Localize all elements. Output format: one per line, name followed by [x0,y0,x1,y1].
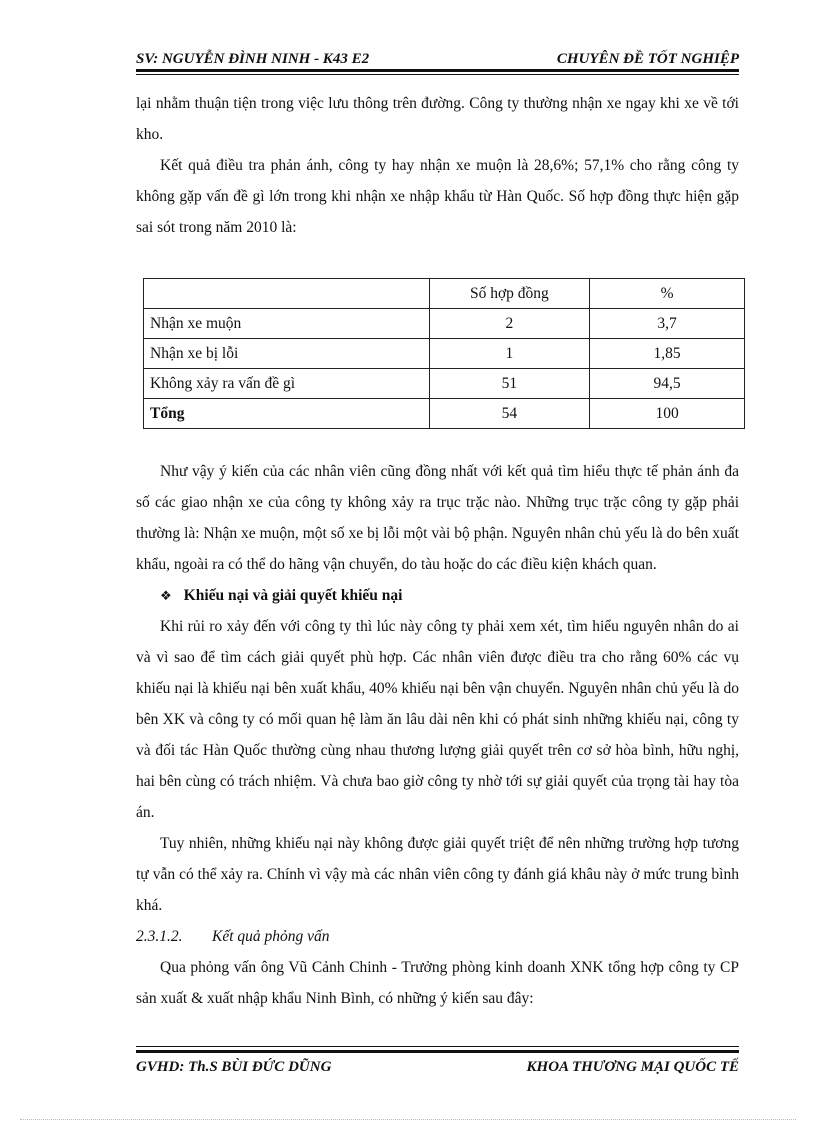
bullet-heading [136,580,739,611]
table-total-row [144,399,745,429]
body-text-block [136,456,739,1014]
table-cell: Tổng [144,399,430,429]
table-cell: 100 [590,399,745,429]
bullet-heading-title: Khiếu nại và giải quyết khiếu nại [183,587,403,604]
paragraph-survey-result: Kết quả điều tra phản ánh, công ty hay nhận xe muộn là 28,6%; 57,1% cho rằng công ty không gặp vấn đề gì lớn trong khi nhận xe nhập khẩu từ Hàn Quốc. Số hợp đồng thực hiện gặp sai sót trong năm 2010 là: [136,157,739,236]
bottom-dotted-border [20,1119,796,1120]
footer-rule-thick [136,1050,739,1053]
section-title: Kết quả phỏng vấn [212,928,330,945]
paragraph-continuation: lại nhằm thuận tiện trong việc lưu thông trên đường. Công ty thường nhận xe ngay khi xe về tới kho. [136,95,739,143]
table-cell: Nhận xe muộn [144,309,430,339]
table-header-row [144,279,745,309]
paragraph-conclusion: Như vậy ý kiến của các nhân viên cũng đồng nhất với kết quả tìm hiểu thực tế phản ánh đa số các giao nhận xe của công ty không xảy ra trục trặc nào. Những trục trặc công ty gặp phải thường là: Nhận xe muộn, một số xe bị lỗi một vài bộ phận. Nguyên nhân chủ yếu là do bên xuất khẩu, ngoài ra có thể do hãng vận chuyển, do tàu hoặc do các điều kiện khách quan. [136,463,739,573]
header-author: SV: NGUYỄN ĐÌNH NINH - K43 E2 [136,51,370,67]
section-heading [136,921,739,952]
table-cell: 1 [429,339,590,369]
footer-rule-thin [136,1046,739,1047]
table-row [144,309,745,339]
table-cell: 54 [429,399,590,429]
page-header [136,48,739,68]
footer-supervisor: GVHD: Th.S BÙI ĐỨC DŨNG [136,1059,332,1075]
table-cell: 2 [429,309,590,339]
table-header-cell [144,279,430,309]
table-cell: 51 [429,369,590,399]
table-cell: 94,5 [590,369,745,399]
table-row [144,339,745,369]
top-text-block [136,88,739,243]
table-row [144,369,745,399]
diamond-bullet-icon: ❖ [160,588,172,603]
table-header-cell: % [590,279,745,309]
paragraph-evaluation: Tuy nhiên, những khiếu nại này không được giải quyết triệt để nên những trường hợp tương tự vẫn có thể xảy ra. Chính vì vậy mà các nhân viên công ty đánh giá khâu này ở mức trung bình khá. [136,835,739,914]
page-footer [136,1056,739,1076]
contracts-error-table [143,278,745,429]
paragraph-interview: Qua phỏng vấn ông Vũ Cảnh Chinh - Trưởng phòng kinh doanh XNK tổng hợp công ty CP sản xuất & xuất nhập khẩu Ninh Bình, có những ý kiến sau đây: [136,959,739,1007]
table-cell: 3,7 [590,309,745,339]
table-header-cell: Số hợp đồng [429,279,590,309]
section-number: 2.3.1.2. [136,928,183,945]
table-cell: 1,85 [590,339,745,369]
header-document-type: CHUYÊN ĐỀ TỐT NGHIỆP [556,51,739,67]
header-rule-thin [136,74,739,75]
footer-faculty: KHOA THƯƠNG MẠI QUỐC TẾ [526,1059,739,1075]
table-cell: Không xảy ra vấn đề gì [144,369,430,399]
header-rule-thick [136,69,739,72]
paragraph-complaints: Khi rủi ro xảy đến với công ty thì lúc này công ty phải xem xét, tìm hiểu nguyên nhân do ai và vì sao để tìm cách giải quyết phù hợp. Các nhân viên được điều tra cho rằng 60% các vụ khiếu nại là khiếu nại bên xuất khẩu, 40% khiếu nại bên vận chuyển. Nguyên nhân chủ yếu là do bên XK và công ty có mối quan hệ làm ăn lâu dài nên khi có phát sinh những khiếu nại, công ty và đối tác Hàn Quốc thường cùng nhau thương lượng giải quyết trên cơ sở hòa bình, hữu nghị, hai bên cùng có trách nhiệm. Và chưa bao giờ công ty nhờ tới sự giải quyết của trọng tài hay tòa án. [136,618,739,821]
table-cell: Nhận xe bị lỗi [144,339,430,369]
